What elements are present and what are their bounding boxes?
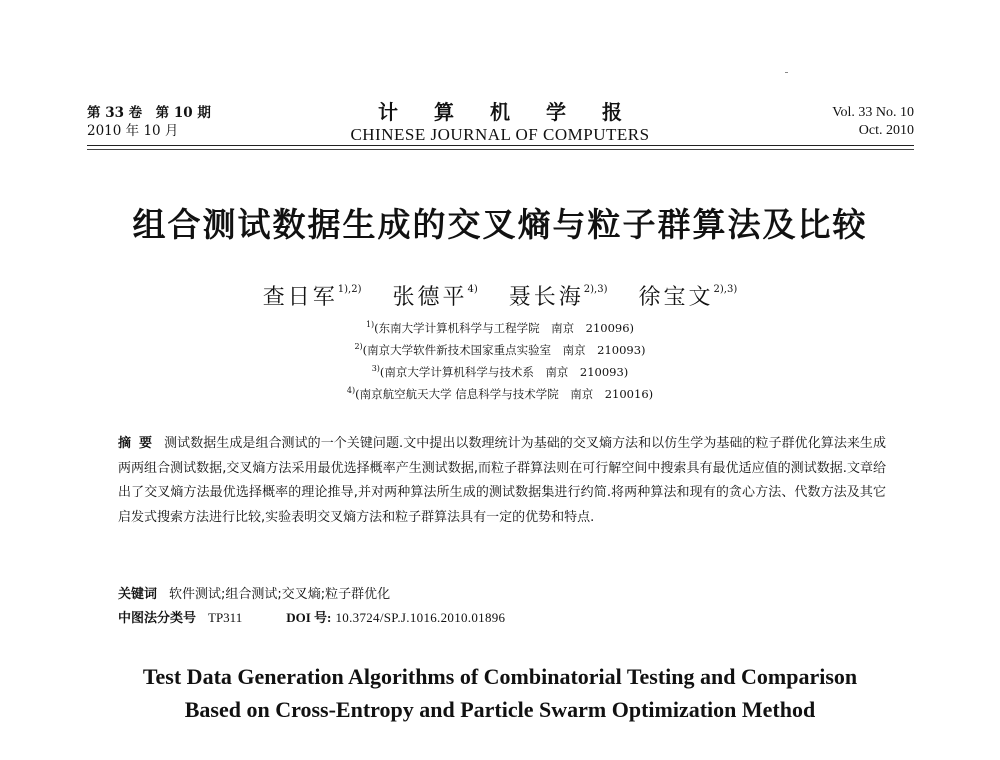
keywords-label: 关键词 [118,587,158,602]
author: 张德平$^{4)}$ [392,284,478,310]
clc-code: TP311 [208,610,243,625]
keywords-text: 软件测试;组合测试;交叉熵;粒子群优化 [169,587,391,602]
affiliation: $^{1)}$(东南大学计算机科学与工程学院 南京 210096) [365,320,635,335]
journal-name-cn: 计算机学报 [378,100,658,124]
paper-title-en [0,660,1000,726]
author-list [0,275,1000,313]
date-en: Oct. 2010 [858,123,914,138]
author: 徐宝文$^{2),3)}$ [638,284,738,310]
volume-issue-cn: 第 33 卷 第 10 期 [87,105,211,121]
clc-label: 中图法分类号 [118,611,197,626]
author: 聂长海$^{2),3)}$ [508,284,608,310]
doi-label: DOI 号: [286,610,332,625]
keywords [118,585,390,605]
title-en-line1: Test Data Generation Algorithms of Combinatorial Testing and Comparison [142,664,858,689]
author: 查日军$^{1),2)}$ [262,284,362,310]
date-cn: 2010 年 10 月 [87,123,179,139]
doi-value: 10.3724/SP.J.1016.2010.01896 [335,610,506,625]
abstract-label: 摘要 [118,436,161,451]
title-en-line2: Based on Cross-Entropy and Particle Swarm Optimization Method [184,697,816,722]
affiliation: $^{4)}$(南京航空航天大学 信息科学与技术学院 南京 210016) [346,386,654,401]
cutoff-author-line [270,748,830,760]
affiliation: $^{3)}$(南京大学计算机科学与技术系 南京 210093) [371,364,629,379]
paper-title-cn: 组合测试数据生成的交叉熵与粒子群算法及比较 [132,205,868,244]
journal-header-left [87,104,211,140]
abstract-text: 测试数据生成是组合测试的一个关键问题.文中提出以数理统计为基础的交叉熵方法和以仿生学为基础的粒子群优化算法来生成两两组合测试数据,交叉熵方法采用最优选择概率产生测试数据,而粒子群算法则在可行解空间中搜索具有最优适应值的测试数据.文章给出了交叉熵方法最优选择概率的理论推导,并对两种算法所生成的测试数据集进行约简.将两种算法和现有的贪心方法、代数方法及其它启发式搜索方法进行比较,实验表明交叉熵方法和粒子群算法具有一定的优势和特点. [118,436,886,525]
journal-header-right [832,104,914,140]
volume-issue-en: Vol. 33 No. 10 [832,105,914,120]
journal-name-en: CHINESE JOURNAL OF COMPUTERS [350,125,650,144]
classification-line [118,608,505,629]
journal-header-center [330,100,670,146]
scan-speck [785,72,788,73]
header-rule-thin [87,149,914,150]
header-rule-thick [87,145,914,146]
affiliation: $^{2)}$(南京大学软件新技术国家重点实验室 南京 210093) [354,342,646,357]
abstract [118,432,886,530]
